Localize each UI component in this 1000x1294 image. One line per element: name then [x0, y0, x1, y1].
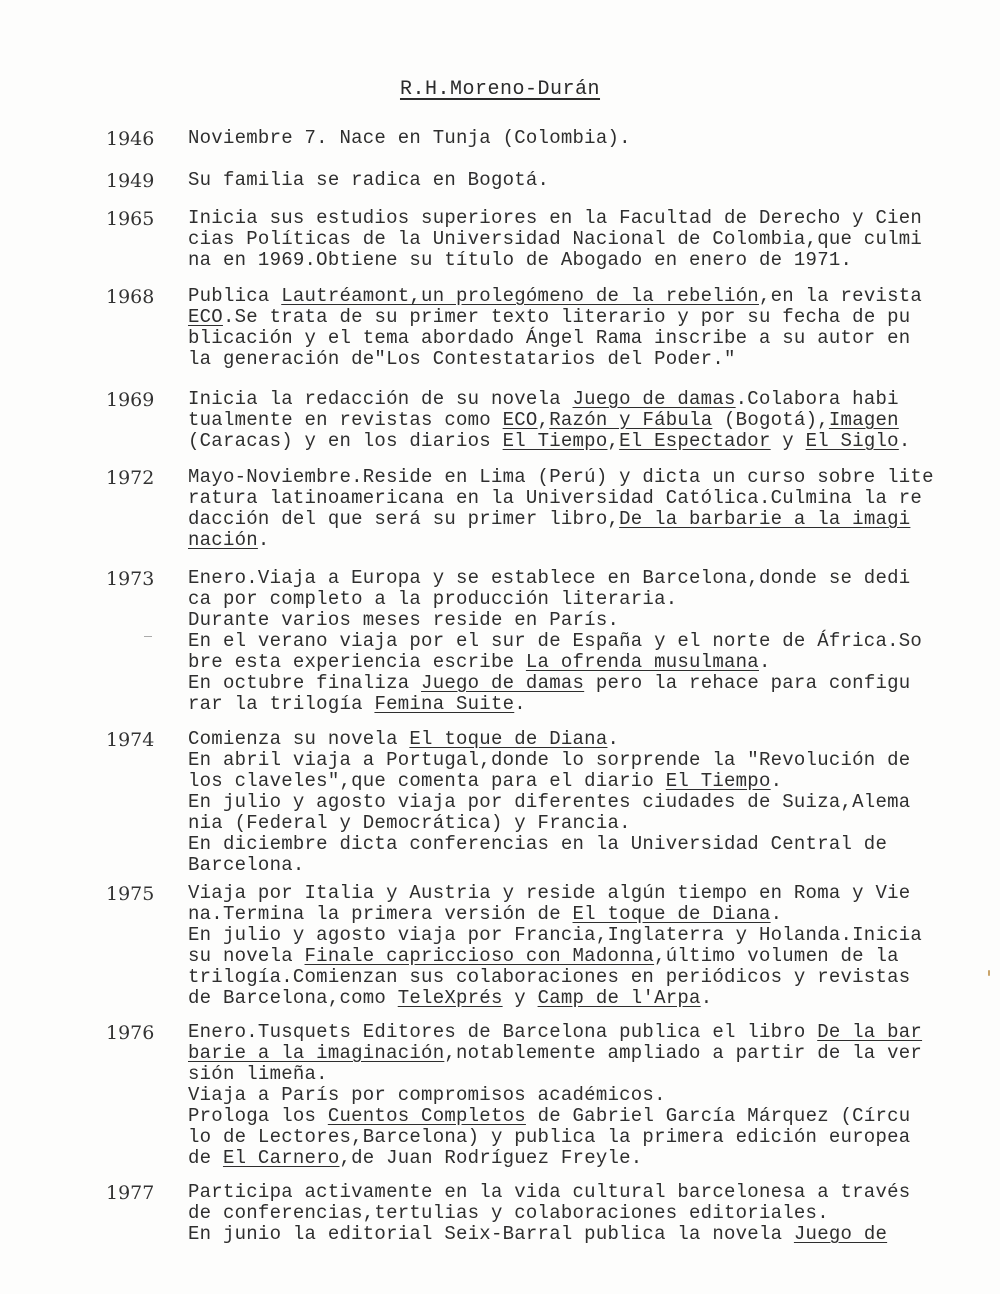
text-segment: na en 1969.Obtiene su título de Abogado en enero de 1971.	[188, 249, 853, 271]
underlined-title: TeleXprés	[397, 987, 503, 1009]
text-segment: su novela	[188, 945, 305, 967]
text-segment: cias Políticas de la Universidad Nacional de Colombia,que culmi	[188, 228, 923, 250]
text-line	[188, 229, 948, 250]
document-title	[0, 78, 1000, 101]
text-segment: Barcelona.	[188, 854, 305, 876]
text-segment: tualmente en revistas como	[188, 409, 503, 431]
text-segment: na.Termina la primera versión de	[188, 903, 573, 925]
underlined-title: nación	[188, 529, 258, 551]
text-segment: .	[770, 903, 783, 925]
text-segment: .	[770, 770, 783, 792]
text-segment: Participa activamente en la vida cultural barcelonesa a través	[188, 1181, 911, 1203]
text-segment: En diciembre dicta conferencias en la Universidad Central de	[188, 833, 888, 855]
entry-text	[188, 208, 948, 271]
paper-stain	[988, 970, 990, 976]
text-segment: Enero.Tusquets Editores de Barcelona publica el libro	[188, 1021, 818, 1043]
text-line	[188, 488, 948, 509]
text-segment: .	[514, 693, 526, 715]
underlined-title: Juego de	[793, 1223, 888, 1245]
text-segment: y	[502, 987, 538, 1009]
text-line	[188, 530, 948, 551]
text-segment: la generación de"Los Contestatarios del Poder."	[188, 348, 736, 370]
text-line	[188, 389, 948, 410]
text-segment: .Se trata de su primer texto literario y por su fecha de pu	[222, 306, 911, 328]
text-line	[188, 729, 948, 750]
underlined-title: El toque de Diana	[409, 728, 608, 750]
entry-text	[188, 389, 948, 452]
text-line	[188, 410, 948, 431]
text-segment: Noviembre 7. Nace en Tunja (Colombia).	[188, 127, 631, 149]
text-segment: de conferencias,tertulias y colaboraciones editoriales.	[188, 1202, 829, 1224]
text-line	[188, 307, 948, 328]
text-segment: .	[607, 728, 620, 750]
underlined-title: La ofrenda musulmana	[525, 651, 759, 673]
text-segment: ,notablemente ampliado a partir de la ver	[444, 1042, 923, 1064]
text-line	[188, 883, 948, 904]
text-line	[188, 170, 948, 191]
text-line	[188, 967, 948, 988]
text-line	[188, 589, 948, 610]
text-line	[188, 568, 948, 589]
text-line	[188, 813, 948, 834]
text-segment: ,en la revista	[758, 285, 923, 307]
underlined-title: El Siglo	[805, 430, 899, 452]
text-segment: (Bogotá),	[712, 409, 829, 431]
text-line	[188, 349, 948, 370]
text-line	[188, 509, 948, 530]
text-segment: ,último volumen de la	[654, 945, 899, 967]
text-segment: ,de Juan Rodríguez Freyle.	[339, 1147, 643, 1169]
text-segment: sión limeña.	[188, 1063, 328, 1085]
text-segment: ca por completo a la producción literaria.	[188, 588, 678, 610]
entry-text	[188, 170, 948, 191]
year-label: 1977	[106, 1182, 155, 1204]
text-line	[188, 1203, 948, 1224]
text-line	[188, 673, 948, 694]
text-line	[188, 286, 948, 307]
text-line	[188, 1224, 948, 1245]
year-label: 1975	[106, 883, 155, 905]
text-line	[188, 904, 948, 925]
text-line	[188, 946, 948, 967]
entry-text	[188, 128, 948, 149]
year-label: 1969	[106, 389, 155, 411]
text-segment: y	[770, 430, 806, 452]
text-segment: .	[758, 651, 771, 673]
margin-pencil-mark	[144, 636, 152, 637]
text-segment: Prologa los	[188, 1105, 328, 1127]
text-line	[188, 1022, 948, 1043]
text-segment: nia (Federal y Democrática) y Francia.	[188, 812, 631, 834]
underlined-title: Lautréamont,un prolegómeno de la rebelión	[281, 285, 759, 307]
text-line	[188, 1148, 948, 1169]
text-segment: En junio la editorial Seix-Barral publica la novela	[188, 1223, 794, 1245]
entry-text	[188, 729, 948, 876]
text-line	[188, 250, 948, 271]
text-line	[188, 925, 948, 946]
text-line	[188, 792, 948, 813]
text-line	[188, 988, 948, 1009]
text-segment: Comienza su novela	[188, 728, 410, 750]
text-segment: bre esta experiencia escribe	[188, 651, 526, 673]
year-label: 1946	[106, 128, 155, 150]
underlined-title: El toque de Diana	[572, 903, 771, 925]
text-segment: de	[188, 1147, 223, 1169]
year-label: 1973	[106, 568, 155, 590]
entry-text	[188, 1182, 948, 1245]
underlined-title: Razón y Fábula	[549, 409, 713, 431]
text-line	[188, 431, 948, 452]
text-segment: ,	[537, 409, 550, 431]
entry-text	[188, 883, 948, 1009]
underlined-title: El Carnero	[222, 1147, 340, 1169]
text-line	[188, 1182, 948, 1203]
underlined-title: Juego de damas	[421, 672, 585, 694]
text-segment: En octubre finaliza	[188, 672, 422, 694]
text-line	[188, 834, 948, 855]
text-segment: los claveles",que comenta para el diario	[188, 770, 666, 792]
text-segment: ratura latinoamericana en la Universidad Católica.Culmina la re	[188, 487, 923, 509]
text-segment: En abril viaja a Portugal,donde lo sorprende la "Revolución de	[188, 749, 911, 771]
text-line	[188, 855, 948, 876]
underlined-title: ECO	[502, 409, 538, 431]
text-segment: pero la rehace para configu	[584, 672, 911, 694]
text-segment: Enero.Viaja a Europa y se establece en Barcelona,donde se dedi	[188, 567, 911, 589]
year-label: 1976	[106, 1022, 155, 1044]
text-segment: .	[700, 987, 713, 1009]
text-segment: .	[257, 529, 270, 551]
text-line	[188, 1106, 948, 1127]
text-line	[188, 694, 948, 715]
underlined-title: ECO	[188, 306, 223, 328]
year-label: 1968	[106, 286, 155, 308]
year-label: 1965	[106, 208, 155, 230]
text-line	[188, 128, 948, 149]
underlined-title: Juego de damas	[572, 388, 736, 410]
year-label: 1949	[106, 170, 155, 192]
text-segment: Durante varios meses reside en París.	[188, 609, 620, 631]
text-line	[188, 208, 948, 229]
text-line	[188, 771, 948, 792]
text-segment: Inicia sus estudios superiores en la Facultad de Derecho y Cien	[188, 207, 923, 229]
text-segment: ,	[607, 430, 620, 452]
text-line	[188, 1064, 948, 1085]
text-segment: .Colabora habi	[735, 388, 899, 410]
text-line	[188, 631, 948, 652]
text-segment: Viaja por Italia y Austria y reside algún tiempo en Roma y Vie	[188, 882, 911, 904]
text-segment: de Barcelona,como	[188, 987, 398, 1009]
underlined-title: Imagen	[828, 409, 899, 431]
year-label: 1974	[106, 729, 155, 751]
entry-text	[188, 568, 948, 715]
text-segment: En julio y agosto viaja por Francia,Inglaterra y Holanda.Inicia	[188, 924, 923, 946]
text-segment: En el verano viaja por el sur de España y el norte de África.So	[188, 630, 923, 652]
text-line	[188, 750, 948, 771]
text-line	[188, 1127, 948, 1148]
entry-text	[188, 1022, 948, 1169]
text-segment: dacción del que será su primer libro,	[188, 508, 620, 530]
text-segment: Mayo-Noviembre.Reside en Lima (Perú) y dicta un curso sobre lite	[188, 466, 934, 488]
underlined-title: De la barbarie a la imagi	[619, 508, 911, 530]
author-name: R.H.Moreno-Durán	[399, 78, 601, 101]
text-line	[188, 328, 948, 349]
text-segment: Inicia la redacción de su novela	[188, 388, 573, 410]
text-segment: rar la trilogía	[188, 693, 375, 715]
underlined-title: De la bar	[817, 1021, 923, 1043]
underlined-title: Femina Suite	[374, 693, 515, 715]
year-label: 1972	[106, 467, 155, 489]
text-line	[188, 652, 948, 673]
text-line	[188, 467, 948, 488]
text-segment: blicación y el tema abordado Ángel Rama inscribe a su autor en	[188, 327, 911, 349]
underlined-title: Cuentos Completos	[327, 1105, 526, 1127]
text-segment: lo de Lectores,Barcelona) y publica la primera edición europea	[188, 1126, 911, 1148]
underlined-title: El Tiempo	[502, 430, 608, 452]
text-segment: de Gabriel García Márquez (Círcu	[525, 1105, 911, 1127]
text-line	[188, 1043, 948, 1064]
text-segment: Su familia se radica en Bogotá.	[188, 169, 550, 191]
underlined-title: El Tiempo	[665, 770, 771, 792]
text-segment: .	[898, 430, 911, 452]
text-segment: Viaja a París por compromisos académicos.	[188, 1084, 666, 1106]
text-segment: En julio y agosto viaja por diferentes ciudades de Suiza,Alema	[188, 791, 911, 813]
underlined-title: Finale capriccioso con Madonna	[304, 945, 655, 967]
underlined-title: barie a la imaginación	[188, 1042, 445, 1064]
entry-text	[188, 467, 948, 551]
text-segment: trilogía.Comienzan sus colaboraciones en periódicos y revistas	[188, 966, 911, 988]
text-line	[188, 1085, 948, 1106]
entry-text	[188, 286, 948, 370]
text-segment: Publica	[188, 285, 282, 307]
text-segment: (Caracas) y en los diarios	[188, 430, 503, 452]
underlined-title: Camp de l'Arpa	[537, 987, 701, 1009]
text-line	[188, 610, 948, 631]
underlined-title: El Espectador	[619, 430, 771, 452]
